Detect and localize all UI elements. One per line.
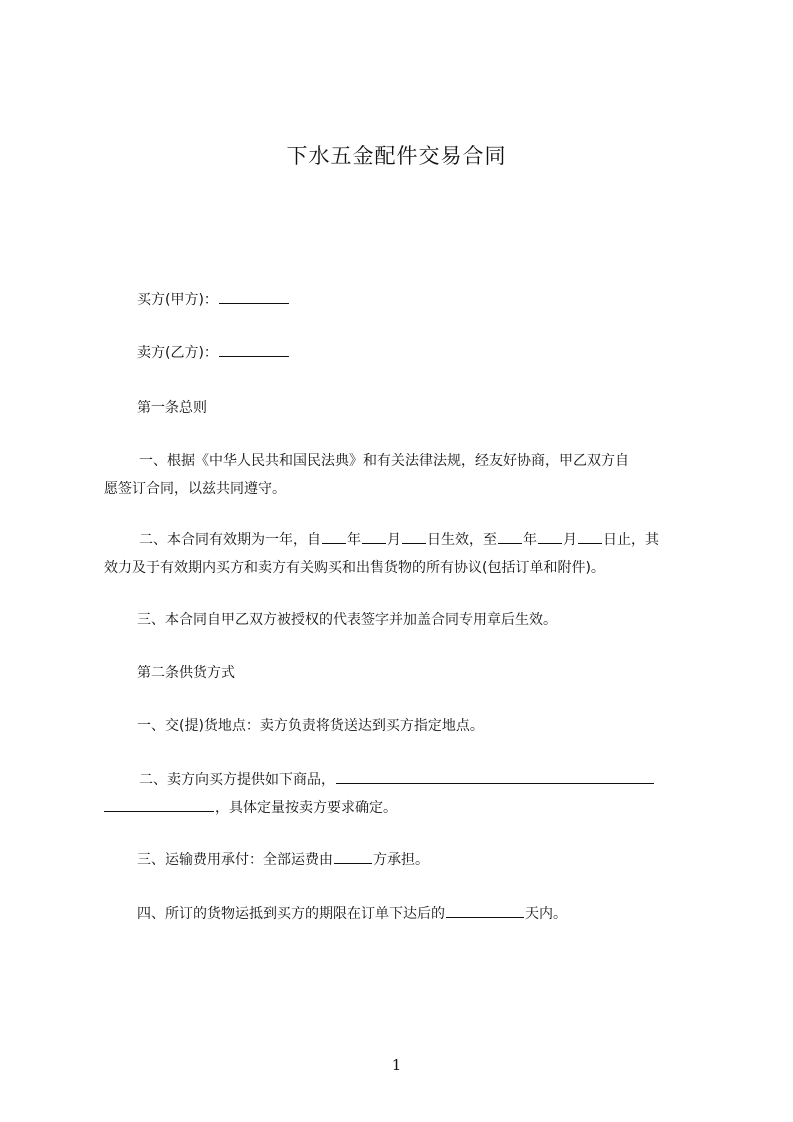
day-start-label: 日生效，至 <box>427 532 497 548</box>
article2-para3 <box>104 845 737 875</box>
goods-suffix: ，具体定量按卖方要求确定。 <box>215 800 397 816</box>
delivery-blank <box>446 903 524 918</box>
buyer-blank <box>219 289 289 304</box>
article2-para2-line1 <box>104 765 739 795</box>
article2-para4 <box>104 899 737 929</box>
seller-line <box>104 338 737 368</box>
seller-label: 卖方(乙方)： <box>137 345 218 361</box>
goods-blank-2 <box>104 797 214 812</box>
day2-blank <box>578 529 602 544</box>
goods-prefix: 二、卖方向买方提供如下商品， <box>139 772 335 788</box>
year2-label: 年 <box>523 532 537 548</box>
freight-prefix: 三、运输费用承付：全部运费由 <box>137 852 333 868</box>
buyer-label: 买方(甲方)： <box>137 292 218 308</box>
year-label: 年 <box>347 532 361 548</box>
para2-prefix: 二、本合同有效期为一年，自 <box>139 532 321 548</box>
year-blank <box>322 529 346 544</box>
month-label: 月 <box>387 532 401 548</box>
article2-para2-line2 <box>104 793 704 823</box>
delivery-prefix: 四、所订的货物运抵到买方的期限在订单下达后的 <box>137 906 445 922</box>
page-number: 1 <box>391 1056 402 1074</box>
month-blank <box>362 529 386 544</box>
article1-para1-line2: 愿签订合同，以兹共同遵守。 <box>104 481 286 497</box>
month2-label: 月 <box>563 532 577 548</box>
day-end-label: 日止，其 <box>603 532 659 548</box>
goods-blank-1 <box>336 769 654 784</box>
article2-heading: 第二条供货方式 <box>137 665 235 681</box>
delivery-suffix: 天内。 <box>525 906 567 922</box>
article1-para2-line1 <box>104 525 739 555</box>
freight-blank <box>334 849 372 864</box>
buyer-line <box>104 285 737 315</box>
year2-blank <box>498 529 522 544</box>
document-title: 下水五金配件交易合同 <box>286 144 507 168</box>
day-blank <box>402 529 426 544</box>
article2-para1: 一、交(提)货地点：卖方负责将货送达到买方指定地点。 <box>137 718 484 734</box>
article1-para1-line1: 一、根据《中华人民共和国民法典》和有关法律法规，经友好协商，甲乙双方自 <box>139 453 629 469</box>
month2-blank <box>538 529 562 544</box>
article1-para2-line2: 效力及于有效期内买方和卖方有关购买和出售货物的所有协议(包括订单和附件)。 <box>104 560 605 576</box>
seller-blank <box>219 342 289 357</box>
article1-para3: 三、本合同自甲乙双方被授权的代表签字并加盖合同专用章后生效。 <box>137 612 557 628</box>
article1-heading: 第一条总则 <box>137 400 207 416</box>
freight-suffix: 方承担。 <box>373 852 429 868</box>
